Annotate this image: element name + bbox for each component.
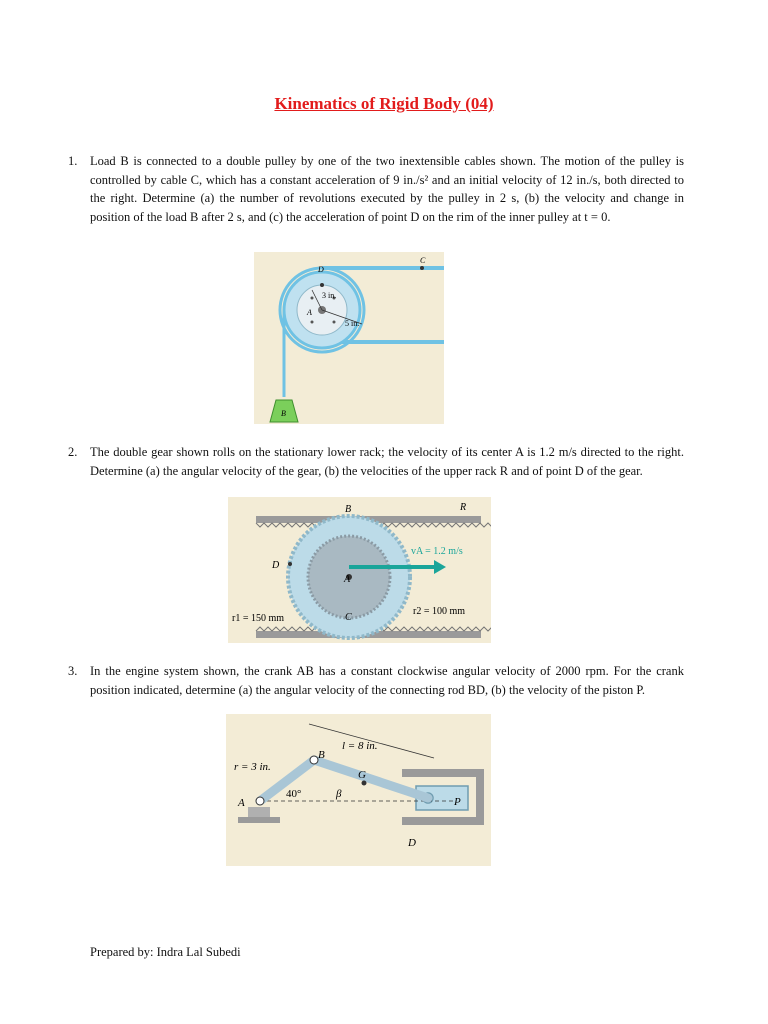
label-G: G: [358, 769, 366, 781]
label-r-inner: 3 in.: [322, 291, 337, 300]
label-angle: 40°: [286, 788, 302, 800]
label-r-outer: 5 in.: [345, 319, 360, 328]
label-B: B: [281, 409, 286, 418]
problem-number: 3.: [68, 664, 78, 678]
problem-2: [68, 443, 684, 480]
label-A: A: [344, 574, 351, 585]
label-D: D: [408, 837, 416, 849]
problem-text: In the engine system shown, the crank AB has a constant clockwise angular velocity of 2000 rpm. For the crank position indicated, determine (a) the angular velocity of the connecting rod BD, (b) the velocity of the piston P.: [90, 664, 684, 697]
label-A: A: [238, 797, 245, 809]
label-vA: vA = 1.2 m/s: [411, 546, 463, 557]
problem-text: Load B is connected to a double pulley by one of the two inextensible cables shown. The motion of the pulley is controlled by cable C, which has a constant acceleration of 9 in./s² and an initial velocity of 12 in./s, both directed to the right. Determine (a) the number of revolutions executed by the pulley in 2 s, (b) the velocity and change in position of the load B after 2 s, and (c) the acceleration of point D on the rim of the inner pulley at t = 0.: [90, 154, 684, 224]
label-A: A: [307, 308, 312, 317]
problem-number: 2.: [68, 445, 78, 459]
label-r: r = 3 in.: [234, 761, 271, 773]
pulley-figure: [254, 252, 444, 424]
label-R: R: [460, 502, 467, 513]
label-beta: β: [336, 788, 342, 800]
problem-1: [68, 152, 684, 226]
label-l: l = 8 in.: [342, 740, 378, 752]
problem-number: 1.: [68, 154, 78, 168]
label-B: B: [318, 749, 325, 761]
engine-figure: [226, 714, 491, 866]
label-C: C: [420, 256, 426, 265]
label-D: D: [318, 265, 324, 274]
label-C: C: [345, 612, 352, 623]
footer-author: Prepared by: Indra Lal Subedi: [90, 945, 241, 959]
label-B: B: [345, 504, 352, 515]
problem-text: The double gear shown rolls on the stationary lower rack; the velocity of its center A is 1.2 m/s directed to the right. Determine (a) the angular velocity of the gear, (b) the velocities of the upper rack R and of point D of the gear.: [90, 445, 684, 478]
label-P: P: [454, 796, 461, 808]
label-D: D: [272, 560, 280, 571]
label-r2: r2 = 100 mm: [413, 606, 466, 617]
page-title: Kinematics of Rigid Body (04): [274, 94, 494, 113]
label-r1: r1 = 150 mm: [232, 613, 285, 624]
double-gear-figure: [228, 497, 491, 643]
problem-3: [68, 662, 684, 699]
